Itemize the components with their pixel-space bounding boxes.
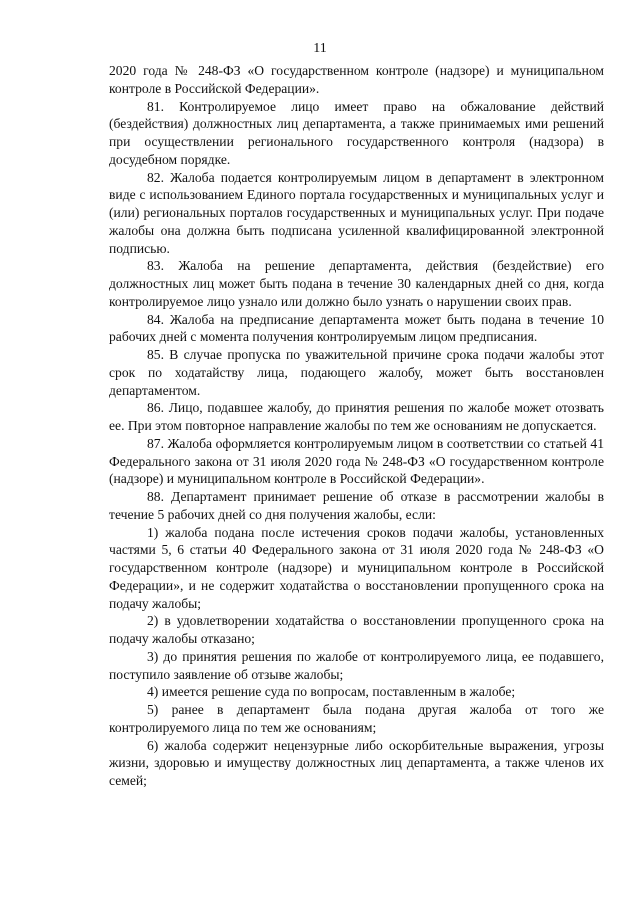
paragraph: 4) имеется решение суда по вопросам, поставленным в жалобе; — [147, 684, 516, 700]
document-body — [109, 62, 604, 790]
paragraph: 1) жалоба подана после истечения сроков подачи жалобы, установленных частями 5, 6 статьи 40 Федерального закона от 31 июля 2020 года № 248-ФЗ «О государственном контроле (надзоре) и муниципальном контроле в Российской Федерации», и не содержит ходатайства о восстановлении пропущенного срока на подачу жалобы; — [109, 524, 604, 611]
paragraph: 81. Контролируемое лицо имеет право на обжалование действий (бездействия) должностных лиц департамента, а также принимаемых ими решений при осуществлении регионального государственного контроля (надзора) в досудебном порядке. — [109, 98, 604, 167]
paragraph: 2020 года № 248-ФЗ «О государственном контроле (надзоре) и муниципальном контроле в Российской Федерации». — [109, 63, 604, 96]
paragraph: 87. Жалоба оформляется контролируемым лицом в соответствии со статьей 41 Федерального закона от 31 июля 2020 года № 248-ФЗ «О государственном контроле (надзоре) и муниципальном контроле в Российской Федерации». — [109, 435, 604, 487]
paragraph: 85. В случае пропуска по уважительной причине срока подачи жалобы этот срок по ходатайству лица, подающего жалобу, может быть восстановлен департаментом. — [109, 347, 604, 398]
paragraph: 86. Лицо, подавшее жалобу, до принятия решения по жалобе может отозвать ее. При этом повторное направление жалобы по тем же основаниям не допускается. — [109, 400, 604, 433]
paragraph: 82. Жалоба подается контролируемым лицом в департамент в электронном виде с использованием Единого портала государственных и муниципальных услуг и (или) региональных порталов государственных и муниципальных услуг. При подаче жалобы она должна быть подписана усиленной квалифицированной электронной подписью. — [109, 169, 604, 256]
paragraph: 3) до принятия решения по жалобе от контролируемого лица, ее подавшего, поступило заявление об отзыве жалобы; — [109, 648, 604, 682]
paragraph: 84. Жалоба на предписание департамента может быть подана в течение 10 рабочих дней с момента получения контролируемым лицом предписания. — [109, 311, 604, 345]
paragraph: 6) жалоба содержит нецензурные либо оскорбительные выражения, угрозы жизни, здоровью и имуществу должностных лиц департамента, а также членов их семей; — [109, 737, 604, 788]
paragraph: 5) ранее в департамент была подана другая жалоба от того же контролируемого лица по тем же основаниям; — [109, 702, 604, 735]
paragraph: 83. Жалоба на решение департамента, действия (бездействие) его должностных лиц может быть подана в течение 30 календарных дней со дня, когда контролируемое лицо узнало или должно было узнать о нарушении своих прав. — [109, 258, 604, 309]
paragraph: 88. Департамент принимает решение об отказе в рассмотрении жалобы в течение 5 рабочих дней со дня получения жалобы, если: — [109, 489, 604, 522]
page-number: 11 — [313, 41, 327, 56]
paragraph: 2) в удовлетворении ходатайства о восстановлении пропущенного срока на подачу жалобы отказано; — [109, 613, 604, 646]
